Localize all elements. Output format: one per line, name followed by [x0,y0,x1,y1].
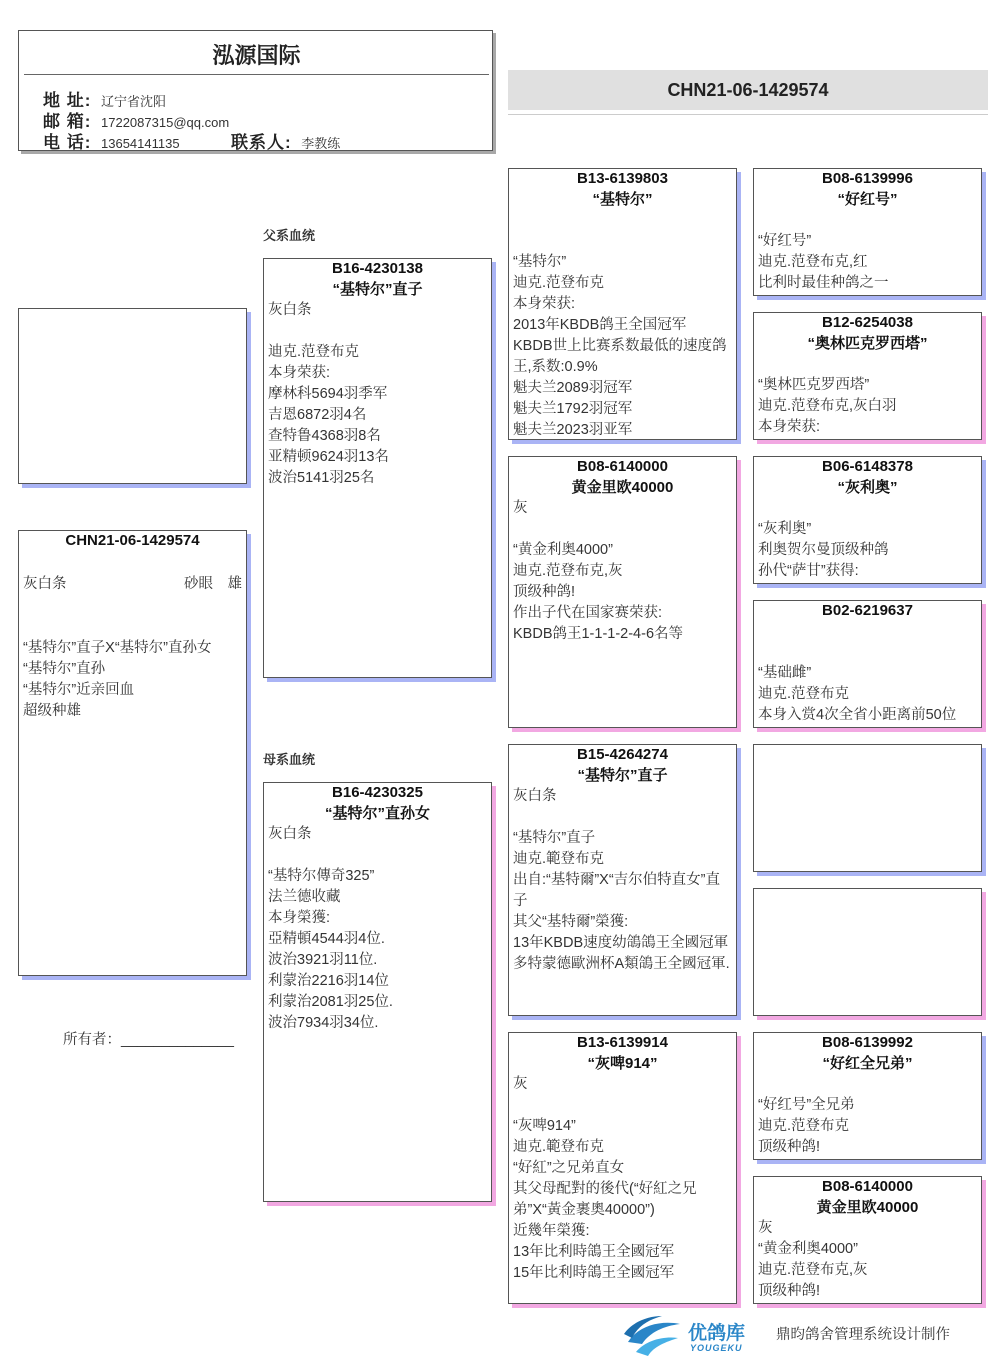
grandsire-maternal-card [508,744,737,1016]
email-value[interactable]: 1722087315@qq.com [101,115,230,130]
gen4-name: “好红全兄弟” [822,1055,913,1072]
gen4-name: 黄金里欧40000 [816,1199,919,1216]
breeder-card [18,30,493,151]
address-value: 辽宁省沈阳 [101,94,167,109]
gen4-ring: B08-6139992 [822,1034,913,1051]
gen4-details: “好红号” 迪克.范登布克,红 比利时最佳种鸽之一 [758,233,889,291]
gen4-card-8 [753,1176,982,1304]
gen4-name: “灰利奥” [837,479,898,496]
footer-brand: 优鸽库 [688,1323,746,1344]
pigeon-photo [18,308,247,484]
dam-details: 灰白条 “基特尔傳奇325” 法兰德收藏 本身榮獲: 亞精頓4544羽4位. 波治3921羽11位. 利蒙治2216羽14位 利蒙治2081羽25位. 波治7934羽34位. [268,826,393,1031]
gen4-card-6 [753,888,982,1016]
contact-key: 联系人: [231,133,292,151]
subject-color: 灰白条 [23,576,67,592]
gen4-card-4 [753,600,982,728]
gen3-ring: B13-6139803 [577,170,668,187]
gen3-name: “基特尔”直子 [577,767,668,784]
gen4-card-5 [753,744,982,872]
email-key: 邮 箱: [43,112,92,131]
subject-ring-banner: CHN21-06-1429574 [508,70,988,110]
gen3-ring: B08-6140000 [577,458,668,475]
gen4-ring: B02-6219637 [822,602,913,619]
subject-ring: CHN21-06-1429574 [65,532,200,549]
gen4-card-7 [753,1032,982,1160]
gen4-details: 灰 “黄金利奥4000” 迪克.范登布克,灰 顶级种鸽! [758,1220,868,1299]
phone-row [43,128,180,151]
phone-key: 电 话: [43,133,92,151]
sire-ring: B16-4230138 [332,260,423,277]
dam-line-label: 母系血统 [263,752,316,767]
gen4-details: “好红号”全兄弟 迪克.范登布克 顶级种鸽! [758,1097,855,1155]
gen3-details: “基特尔” 迪克.范登布克 本身荣获: 2013年KBDB鸽王全国冠军 KBDB世上比赛系数最低的速度鸽王,系数:0.9% 魁夫兰2089羽冠军 魁夫兰1792羽冠军 魁夫兰2023羽亚军 [513,254,727,438]
contact-row [231,128,340,151]
gen4-card-2 [753,312,982,440]
sire-line-label: 父系血统 [263,228,316,243]
gen4-name: “好红号” [837,191,898,208]
subject-eye-sex: 砂眼 雄 [184,576,242,592]
address-key: 地 址: [43,91,92,110]
footer-credit: 鼎昀鸽舍管理系统设计制作 [776,1327,950,1343]
granddam-maternal-card [508,1032,737,1304]
gen4-ring: B12-6254038 [822,314,913,331]
gen3-name: “基特尔” [592,191,653,208]
sire-card [263,258,492,678]
gen4-ring: B08-6140000 [822,1178,913,1195]
granddam-paternal-card [508,456,737,728]
sire-details: 灰白条 迪克.范登布克 本身荣获: 摩林科5694羽季军 吉恩6872羽4名 查特鲁4368羽8名 亚精顿9624羽13名 波治5141羽25名 [268,302,389,486]
gen4-ring: B06-6148378 [822,458,913,475]
sire-name: “基特尔”直子 [332,281,423,298]
gen3-details: 灰白条 “基特尔”直子 迪克.範登布克 出自:“基特爾”X“吉尔伯特直女”直子 其父“基特爾”榮獲: 13年KBDB速度幼鴿鴿王全國冠軍 多特蒙德歐洲杯A類鴿王全國冠軍. [513,788,730,972]
gen4-details: “灰利奥” 利奥贺尔曼顶级种鸽 孙代“萨甘”获得: [758,521,889,579]
grandsire-paternal-card [508,168,737,440]
phone-value: 13654141135 [101,136,180,151]
owner-label: 所有者：______________ [63,1032,234,1048]
gen4-card-1 [753,168,982,296]
gen4-card-3 [753,456,982,584]
banner-underline [508,114,988,115]
breeder-name: 泓源国际 [212,43,301,68]
gen4-details: “奥林匹克罗西塔” 迪克.范登布克,灰白羽 本身荣获: [758,377,897,435]
gen4-details: “基础雌” 迪克.范登布克 本身入赏4次全省小距离前50位 [758,665,957,723]
gen3-name: 黄金里欧40000 [571,479,674,496]
gen3-details: 灰 “黄金利奥4000” 迪克.范登布克,灰 顶级种鸽! 作出子代在国家赛荣获: KBDB鸽王1-1-1-2-4-6名等 [513,500,684,642]
yougeku-logo-icon [620,1312,686,1358]
gen3-details: 灰 “灰啤914” 迪克.範登布克 “好紅”之兄弟直女 其父母配對的後代(“好紅之兄弟”X“黃金裹奧40000”) 近幾年榮獲: 13年比利時鴿王全國冠军 15年比利時鴿王全國冠军 [513,1076,697,1281]
gen3-name: “灰啤914” [587,1055,658,1072]
gen3-ring: B15-4264274 [577,746,668,763]
subject-card [18,530,247,976]
gen4-ring: B08-6139996 [822,170,913,187]
gen4-name: “奥林匹克罗西塔” [807,335,928,352]
dam-card [263,782,492,1202]
gen3-ring: B13-6139914 [577,1034,668,1051]
footer-brand-en: YOUGEKU [690,1343,743,1353]
dam-name: “基特尔”直孙女 [324,805,430,822]
contact-value: 李教练 [301,136,341,151]
header-divider [24,74,489,75]
subject-description: “基特尔”直子X“基特尔”直孙女 “基特尔”直孙 “基特尔”近亲回血 超级种雄 [23,640,212,719]
footer [620,1312,1000,1358]
dam-ring: B16-4230325 [332,784,423,801]
